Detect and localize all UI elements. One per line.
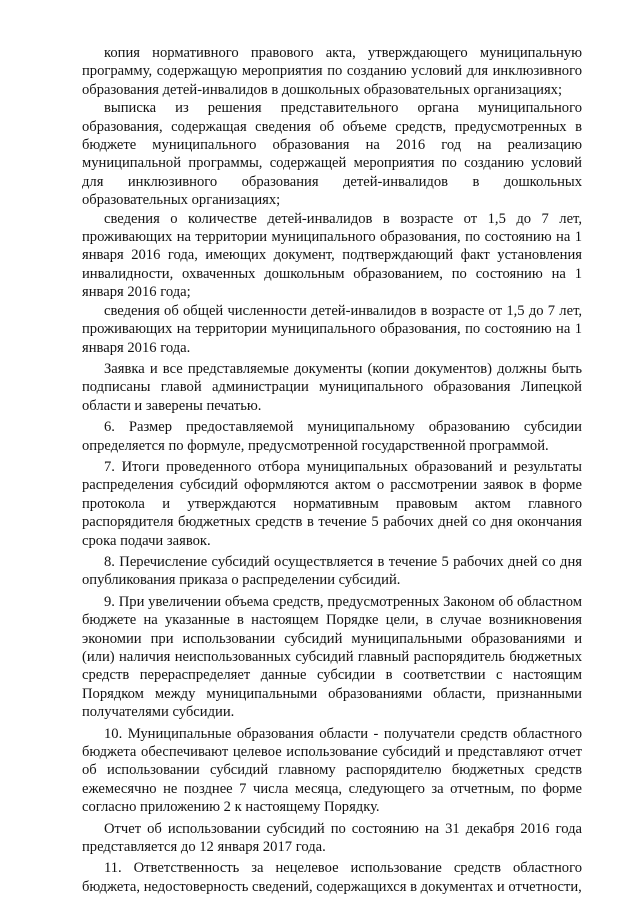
paragraph-item-6: 6. Размер предоставляемой муниципальному образованию субсидии определяется по формуле, предусмотренной государственной программой. xyxy=(82,419,582,454)
paragraph-disabled-children-total: сведения об общей численности детей-инвалидов в возрасте от 1,5 до 7 лет, проживающих на территории муниципального образования, по состоянию на 1 января 2016 года. xyxy=(82,302,582,356)
paragraph-council-decision-extract: выписка из решения представительного органа муниципального образования, содержащая сведения об объеме средств, предусмотренных в бюджете муниципального образования на 2016 год на реализацию муниципальной программы, содержащей мероприятия по созданию условий для инклюзивного образования детей-инвалидов в дошкольных образовательных организациях; xyxy=(82,100,582,209)
paragraph-item-8: 8. Перечисление субсидий осуществляется в течение 5 рабочих дней со дня опубликования приказа о распределении субсидий. xyxy=(82,553,582,589)
paragraph-item-9: 9. При увеличении объема средств, предусмотренных Законом об областном бюджете на указанные в настоящем Порядке цели, в случае возникновения экономии при использовании субсидий муниципальными образованиями и (или) наличия неиспользованных субсидий главный распорядитель бюджетных средств перераспределяет данные субсидии в соответствии с настоящим Порядком между муниципальными образованиями области, признанными получателями субсидии. xyxy=(82,593,582,721)
paragraph-item-10: 10. Муниципальные образования области - получатели средств областного бюджета обеспечивают целевое использование субсидий и представляют отчет об использовании субсидий главному распорядителю бюджетных средств ежемесячно не позднее 7 числа месяца, следующего за отчетным, по форме согласно приложению 2 к настоящему Порядку. xyxy=(82,725,582,816)
document-page xyxy=(82,44,582,896)
paragraph-normative-act-copy: копия нормативного правового акта, утверждающего муниципальную программу, содержащую мероприятия по созданию условий для инклюзивного образования детей-инвалидов в дошкольных образовательных организациях; xyxy=(82,45,582,98)
paragraph-item-7: 7. Итоги проведенного отбора муниципальных образований и результаты распределения субсидий оформляются актом о рассмотрении заявок в форме протокола и утверждаются нормативным правовым актом главного распорядителя бюджетных средств в течение 5 рабочих дней со дня окончания срока подачи заявок. xyxy=(82,458,582,549)
paragraph-application-signature: Заявка и все представляемые документы (копии документов) должны быть подписаны главой администрации муниципального образования Липецкой области и заверены печатью. xyxy=(82,360,582,414)
paragraph-report-deadline: Отчет об использовании субсидий по состоянию на 31 декабря 2016 года представляется до 12 января 2017 года. xyxy=(82,820,582,856)
paragraph-disabled-children-covered: сведения о количестве детей-инвалидов в возрасте от 1,5 до 7 лет, проживающих на территории муниципального образования, по состоянию на 1 января 2016 года, имеющих документ, подтверждающий факт установления инвалидности, охваченных дошкольным образованием, по состоянию на 1 января 2016 года; xyxy=(82,210,582,301)
paragraph-item-11: 11. Ответственность за нецелевое использование средств областного бюджета, недостоверность сведений, содержащихся в документах и отчетности, xyxy=(82,860,582,895)
